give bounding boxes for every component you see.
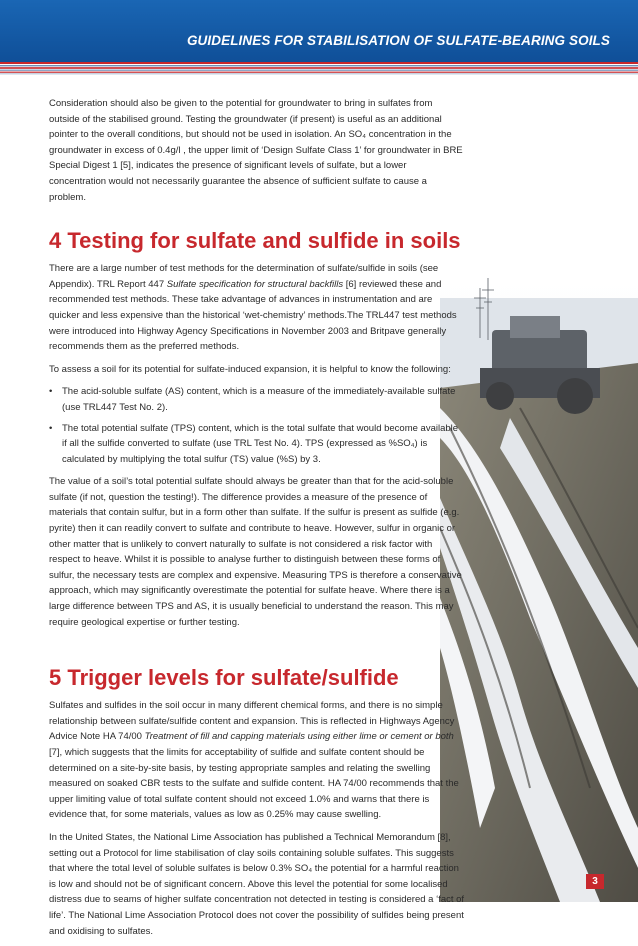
section-4-heading: 4 Testing for sulfate and sulfide in soils [49,228,461,254]
intro-paragraph: Consideration should also be given to the potential for groundwater to bring in sulfates from outside of the stabilised ground. Testing the groundwater (if present) is useful as an additional pointer to the overall conditions, but should not be used in isolation. An SO₄ concentration in the groundwater in excess of 0.4g/l , the upper limit of ‘Design Sulfate Class 1’ for groundwater in BRE Special Digest 1 [5], indicates the presence of significant levels of sulfate, but a lower concentration would not necessarily guarantee the absence of sufficient sulfate to cause a problem. [49,98,463,203]
ha-advice-title: Treatment of fill and capping materials using either lime or cement or both [144,731,454,743]
list-item: • The total potential sulfate (TPS) content, which is the total sulfate that would become available if all the sulfide converted to sulfate (use TRL Test No. 4). TPS (expressed as %SO₄) is calculated by multiplying the total sulfur (TS) value (%S) by 3. [49,422,459,465]
trl-report-title: Sulfate specification for structural backfills [166,278,344,290]
bullet-icon: • [49,422,53,434]
header-stripes [0,62,638,75]
section-4-paragraph-2: To assess a soil for its potential for sulfate-induced expansion, it is helpful to know the following: [49,363,451,375]
section-4-paragraph-1: There are a large number of test methods for the determination of sulfate/sulfide in soils (see Appendix). TRL Report 447 Sulfate specification for structural backfills [6] reviewed these and recommended test methods. These take advantage of advances in instrumentation and are quicker and less expensive than the historical ‘wet-chemistry’ methods.The TRL447 test methods were introduced into Highway Agency Specifications in November 2003 and Britpave generally recommends them as the preferred methods. [49,263,457,353]
header-title: GUIDELINES FOR STABILISATION OF SULFATE-BEARING SOILS [186,33,610,48]
section-5-paragraph-2: In the United States, the National Lime Association has published a Technical Memorandum [8], setting out a Protocol for lime stabilisation of clay soils containing soluble sulfates. This suggests that where the total level of soluble sulfates is below 0.3% SO₄ the potential for a harmful reaction is low and should not be of significant concern. Above this level the potential for some localised distress due to seams of higher sulfate concentration not detected in testing is considered a ‘fact of life’. The National Lime Association Protocol does not cover the possibility of sulfides being present and oxidising to sulfates. [49,831,465,937]
field-stabilisation-photo [440,268,638,902]
test-list [49,384,465,467]
page-header [0,0,638,62]
section-5-heading: 5 Trigger levels for sulfate/sulfide [49,665,399,691]
section-4-paragraph-3: The value of a soil’s total potential sulfate should always be greater than that for the acid-soluble sulfate (if not, question the testing!). The difference provides a measure of the presence of materials that contain sulfur, but in a form other than sulfate. If the sulfur is present as sulfide (e.g. pyrite) then it can readily convert to sulfate and contribute to heave. However, sulfur in organic or other matter that is unlikely to convert naturally to sulfate is not considered a risk factor with respect to heave. Whilst it is possible to analyse further to distinguish between these forms of sulfur, the necessary tests are complex and expensive. Measuring TPS is therefore a conservative approach, which may significantly overestimate the potential for sulfate heave. Where there is a large difference between TPS and AS, it is usually beneficial to understand the reason. This may require geological expertise or further testing. [49,476,462,628]
section-5-paragraph-1: Sulfates and sulfides in the soil occur in many different chemical forms, and there is no simple relationship between sulfate/sulfide content and expansion. This is reflected in Highways Agency Advice Note HA 74/00 Treatment of fill and capping materials using either lime or cement or both [7], which suggests that the limits for acceptability of sulfide and sulfate content should be determined on a site-by-site basis, by testing appropriate samples and relating the swelling measured on soaked CBR tests to the sulfate and sulfide content. HA 74/00 recommends that the upper limiting value of total sulfate content should not exceed 1.0% and warns that there is evidence that, for some materials, values as low as 0.25% may cause swelling. [49,700,459,821]
bullet-icon: • [49,386,53,398]
list-item: • The acid-soluble sulfate (AS) content, which is a measure of the immediately-available sulfate (use TRL447 Test No. 2). [49,386,456,413]
page-number: 3 [586,874,604,889]
main-content [49,96,465,946]
